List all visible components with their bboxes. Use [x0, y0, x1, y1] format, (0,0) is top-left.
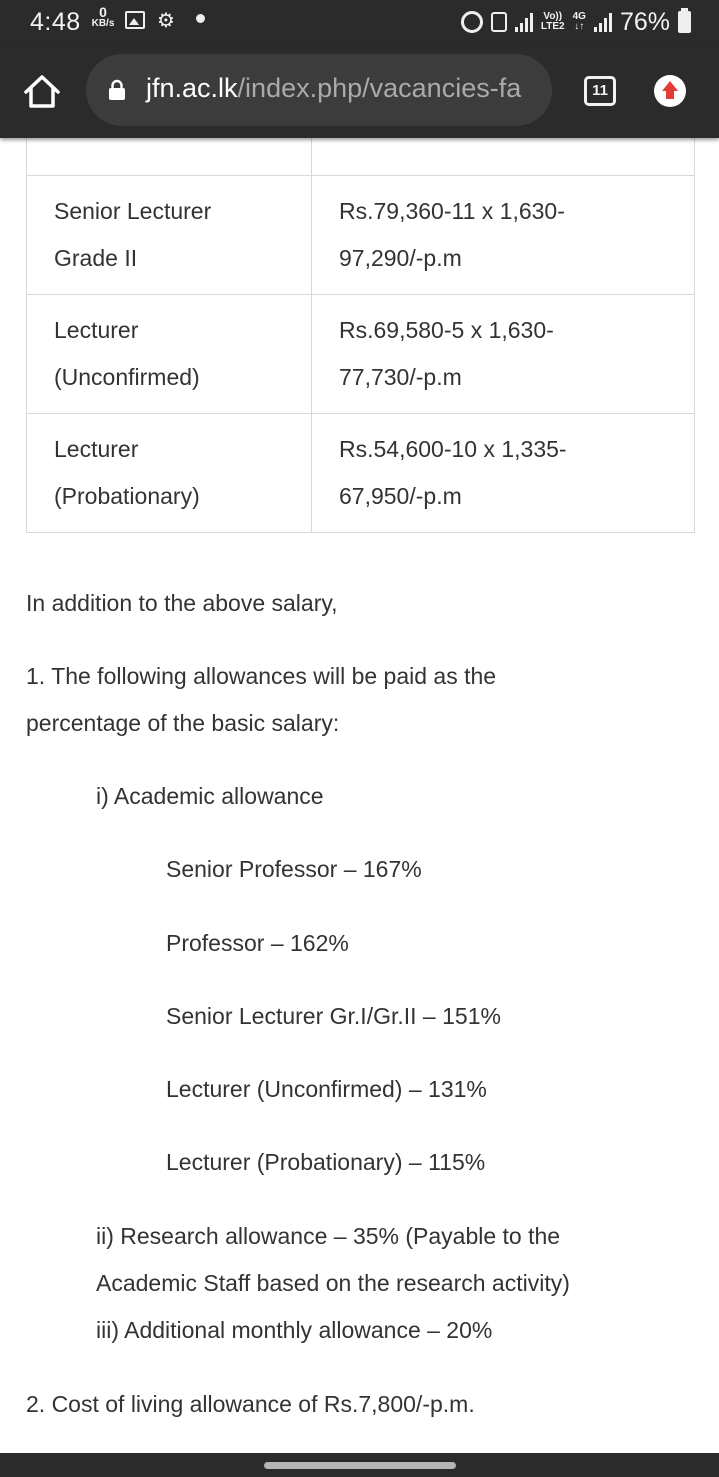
table-row [27, 176, 695, 295]
table-cell-position [27, 295, 312, 414]
network-type-indicator: 4G ↓↑ [572, 11, 586, 32]
allowance-item-1-line-2: percentage of the basic salary: [26, 710, 340, 736]
academic-allowance-item: Professor – 162% [166, 930, 349, 956]
intro-paragraph: In addition to the above salary, [26, 590, 338, 616]
volte-label: Vo)) [543, 11, 563, 22]
salary-line: 97,290/-p.m [339, 245, 462, 271]
position-line: Lecturer [54, 436, 139, 462]
address-bar[interactable] [86, 54, 552, 126]
academic-allowance-item: Lecturer (Unconfirmed) – 131% [166, 1076, 487, 1102]
additional-allowance: iii) Additional monthly allowance – 20% [96, 1317, 493, 1343]
position-line: Lecturer [54, 317, 139, 343]
cost-of-living-allowance: 2. Cost of living allowance of Rs.7,800/-p.m. [26, 1391, 475, 1417]
position-line: Senior Lecturer [54, 198, 212, 224]
position-line: (Probationary) [54, 483, 200, 509]
table-row [27, 414, 695, 533]
academic-allowance-heading: i) Academic allowance [96, 783, 324, 809]
table-cell-salary [312, 176, 695, 295]
position-line: Grade II [54, 245, 138, 271]
table-row [27, 295, 695, 414]
network-4g-label: 4G [572, 11, 586, 22]
salary-line: 67,950/-p.m [339, 483, 462, 509]
salary-table [26, 98, 695, 533]
signal-strength-icon-2 [594, 12, 612, 32]
home-gesture-handle[interactable] [264, 1462, 456, 1469]
lte-label: LTE2 [540, 21, 565, 32]
salary-line: Rs.69,580-5 x 1,630- [339, 317, 554, 343]
net-speed-indicator [90, 4, 116, 29]
salary-line: Rs.79,360-11 x 1,630- [339, 198, 565, 224]
status-right-group [461, 6, 691, 38]
home-icon[interactable] [22, 72, 62, 112]
status-bar [0, 0, 719, 44]
settings-notification-icon: ⚙ [157, 10, 175, 32]
status-time: 4:48 [30, 8, 81, 36]
lock-status-icon [491, 12, 507, 32]
academic-allowance-item: Lecturer (Probationary) – 115% [166, 1149, 486, 1175]
tab-switcher-button[interactable]: 11 [584, 76, 616, 106]
salary-line: Rs.54,600-10 x 1,335- [339, 436, 567, 462]
lock-icon [108, 80, 126, 100]
volte-indicator [541, 12, 565, 32]
table-cell-position [27, 176, 312, 295]
academic-allowance-item: Senior Lecturer Gr.I/Gr.II – 151% [166, 1003, 501, 1029]
position-line: (Unconfirmed) [54, 364, 200, 390]
research-allowance-line-1: ii) Research allowance – 35% (Payable to the [96, 1223, 561, 1249]
page-content [0, 138, 719, 1453]
battery-icon [678, 11, 691, 33]
navigation-bar [0, 1453, 719, 1477]
signal-strength-icon-1 [515, 12, 533, 32]
research-allowance-line-2: Academic Staff based on the research activity) [96, 1270, 570, 1296]
url-text[interactable] [146, 73, 521, 104]
net-speed-unit: KB/s [91, 18, 115, 29]
allowance-item-1-line-1: 1. The following allowances will be paid as the [26, 663, 497, 689]
net-speed-value: 0 [99, 4, 107, 20]
battery-percent: 76% [619, 7, 670, 36]
browser-toolbar [0, 44, 719, 138]
url-path: /index.php/vacancies-fa [237, 73, 522, 103]
table-cell-position [27, 414, 312, 533]
gallery-notification-icon [125, 11, 145, 29]
salary-line: 77,730/-p.m [339, 364, 462, 390]
update-available-icon[interactable] [654, 75, 686, 107]
table-cell-salary [312, 414, 695, 533]
alarm-icon [461, 11, 483, 33]
academic-allowance-item: Senior Professor – 167% [166, 856, 422, 882]
table-cell-salary [312, 295, 695, 414]
more-notifications-dot-icon [196, 14, 205, 23]
url-host: jfn.ac.lk [146, 73, 238, 103]
